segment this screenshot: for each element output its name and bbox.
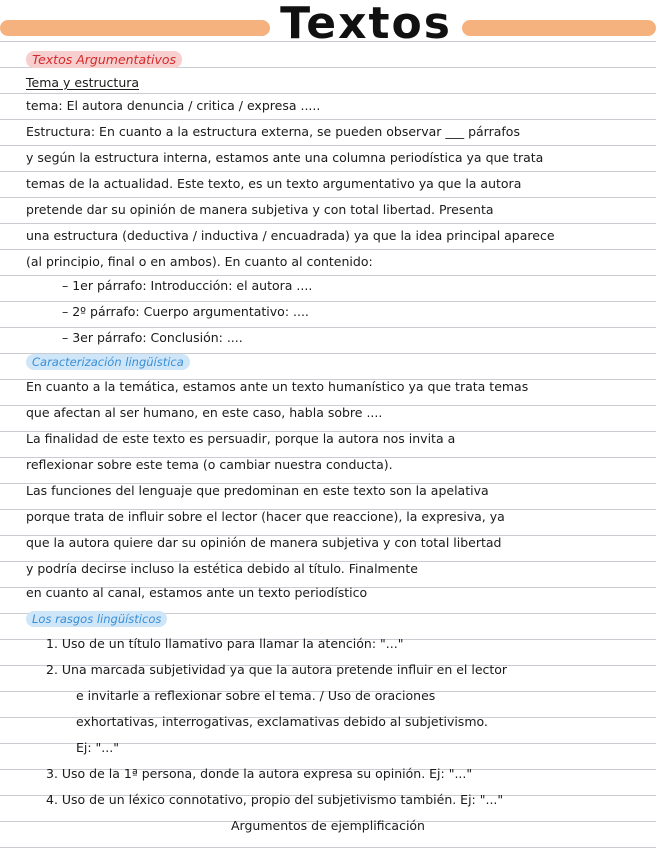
subheading-tema-estructura: Tema y estructura bbox=[26, 75, 140, 90]
estructura-line-3: temas de la actualidad. Este texto, es un texto argumentativo ya que la autora bbox=[26, 176, 522, 191]
estructura-line-6: (al principio, final o en ambos). En cuanto al contenido: bbox=[26, 254, 373, 269]
rasgo-2d: Ej: "..." bbox=[76, 740, 119, 755]
estructura-line-5: una estructura (deductiva / inductiva / encuadrada) ya que la idea principal aparece bbox=[26, 228, 555, 243]
caracterizacion-line-8: y podría decirse incluso la estética debido al título. Finalmente bbox=[26, 561, 418, 576]
caracterizacion-line-2: que afectan al ser humano, en este caso, habla sobre .... bbox=[26, 405, 383, 420]
parrafo-2: – 2º párrafo: Cuerpo argumentativo: .... bbox=[62, 304, 309, 319]
estructura-line-1: Estructura: En cuanto a la estructura externa, se pueden observar ___ párrafos bbox=[26, 124, 520, 139]
rasgo-2a: 2. Una marcada subjetividad ya que la autora pretende influir en el lector bbox=[46, 662, 508, 677]
caracterizacion-line-9: en cuanto al canal, estamos ante un texto periodístico bbox=[26, 585, 368, 600]
rasgo-2c: exhortativas, interrogativas, exclamativas debido al subjetivismo. bbox=[76, 714, 488, 729]
section-heading-argumentativos: Textos Argumentativos bbox=[0, 47, 656, 73]
tema-line: tema: El autora denuncia / critica / expresa ..... bbox=[26, 98, 321, 113]
footer-heading: Argumentos de ejemplificación bbox=[231, 818, 425, 833]
parrafo-1: – 1er párrafo: Introducción: el autora .... bbox=[62, 278, 313, 293]
caracterizacion-line-3: La finalidad de este texto es persuadir, porque la autora nos invita a bbox=[26, 431, 456, 446]
caracterizacion-line-1: En cuanto a la temática, estamos ante un texto humanístico ya que trata temas bbox=[26, 379, 529, 394]
rasgo-2b: e invitarle a reflexionar sobre el tema. / Uso de oraciones bbox=[76, 688, 436, 703]
caracterizacion-line-4: reflexionar sobre este tema (o cambiar nuestra conducta). bbox=[26, 457, 393, 472]
estructura-line-4: pretende dar su opinión de manera subjetiva y con total libertad. Presenta bbox=[26, 202, 494, 217]
page-title: Textos bbox=[280, 0, 452, 49]
rasgo-3: 3. Uso de la 1ª persona, donde la autora expresa su opinión. Ej: "..." bbox=[46, 766, 473, 781]
parrafo-3: – 3er párrafo: Conclusión: .... bbox=[62, 330, 243, 345]
rasgo-1: 1. Uso de un título llamativo para llamar la atención: "..." bbox=[46, 636, 404, 651]
title-highlight-right bbox=[462, 20, 656, 36]
rasgo-4: 4. Uso de un léxico connotativo, propio del subjetivismo también. Ej: "..." bbox=[46, 792, 504, 807]
section-heading-rasgos: Los rasgos lingüísticos bbox=[0, 606, 656, 632]
caracterizacion-line-6: porque trata de influir sobre el lector (hacer que reaccione), la expresiva, ya bbox=[26, 509, 505, 524]
caracterizacion-line-7: que la autora quiere dar su opinión de manera subjetiva y con total libertad bbox=[26, 535, 502, 550]
section-heading-caracterizacion: Caracterización lingüística bbox=[0, 349, 656, 375]
caracterizacion-line-5: Las funciones del lenguaje que predominan en este texto son la apelativa bbox=[26, 483, 489, 498]
estructura-line-2: y según la estructura interna, estamos ante una columna periodística ya que trata bbox=[26, 150, 544, 165]
title-highlight-left bbox=[0, 20, 270, 36]
